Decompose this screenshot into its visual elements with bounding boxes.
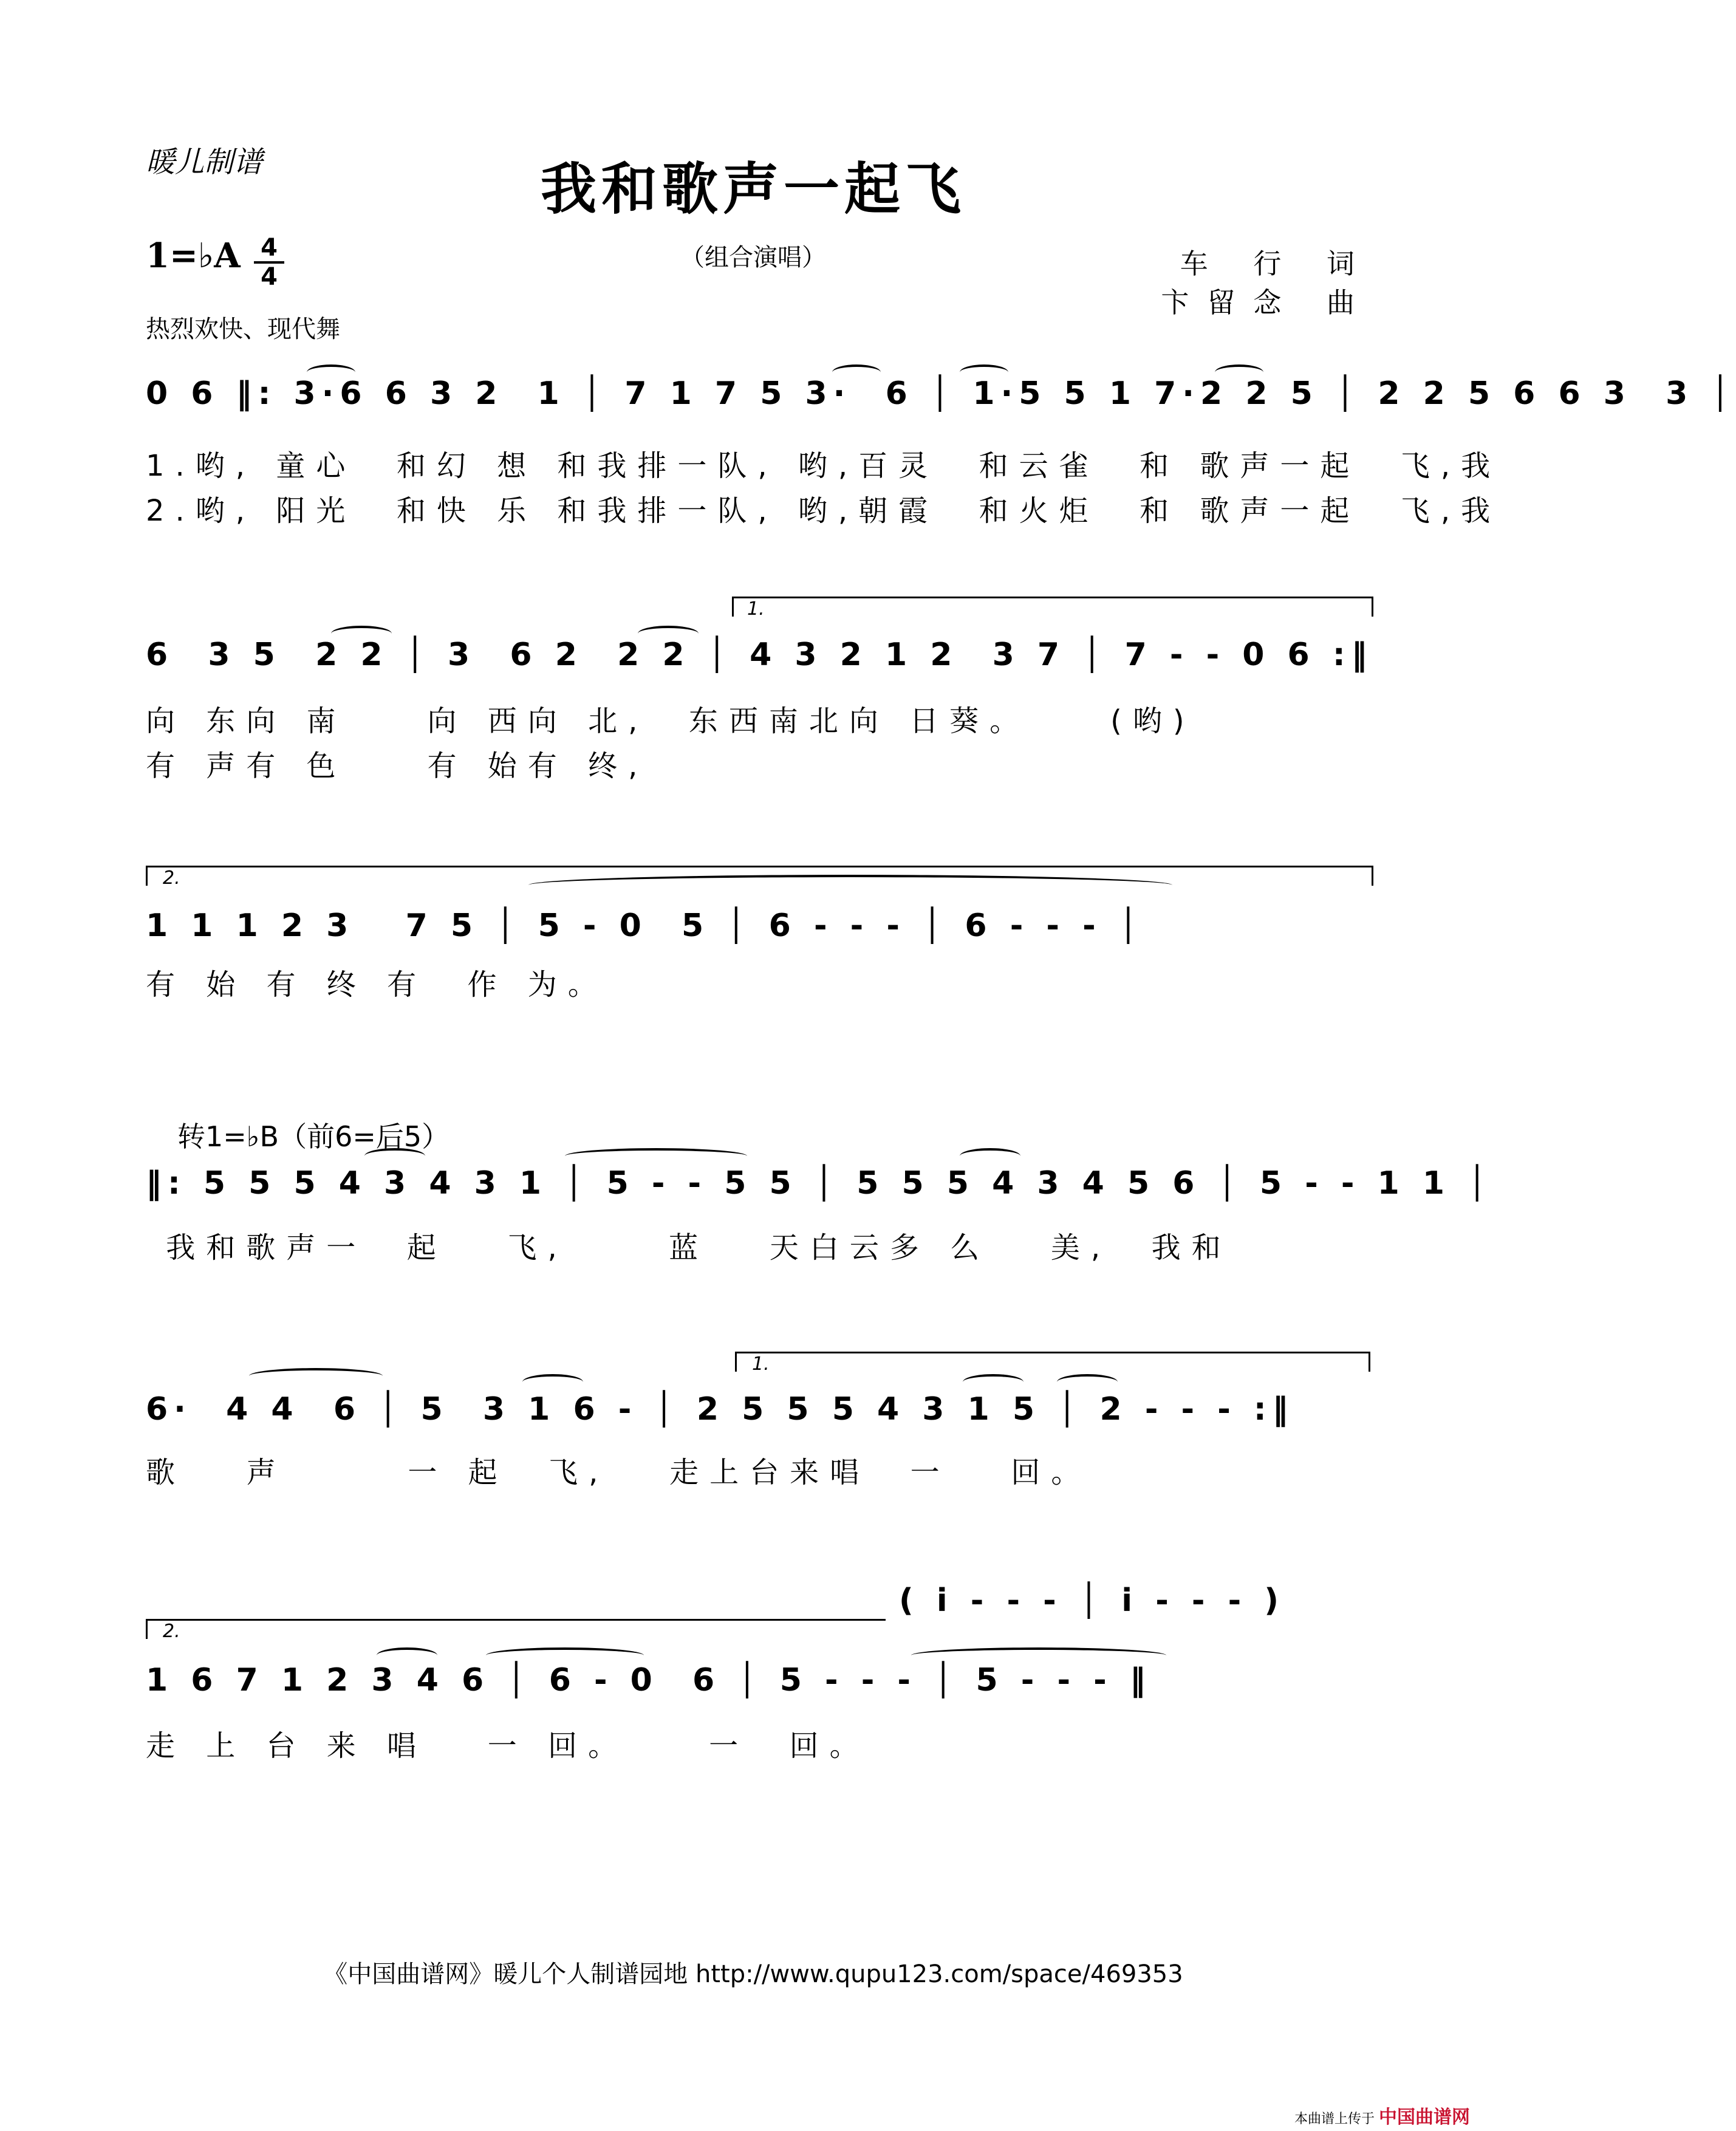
slur	[528, 875, 1172, 895]
slur	[960, 1148, 1020, 1164]
system-4-lyric: 我和歌声一 起 飞, 蓝 天白云多 么 美, 我和	[146, 1231, 1232, 1265]
tempo-marking: 热烈欢快、现代舞	[146, 315, 340, 343]
system-3-lyric: 有 始 有 终 有 作 为。	[146, 968, 608, 1002]
system-2-lyric-verse1: 向 东向 南 向 西向 北, 东西南北向 日葵。 (哟)	[146, 704, 1195, 738]
footer-source: 《中国曲谱网》暖儿个人制谱园地 http://www.qupu123.com/space/469353	[323, 1960, 1183, 1988]
upload-credit-text: 本曲谱上传于	[1294, 2112, 1375, 2127]
volta-number: 1.	[752, 1353, 770, 1375]
slur	[377, 1647, 437, 1663]
key-signature: 1=♭A	[146, 236, 241, 276]
volta-bracket-1	[732, 597, 1373, 617]
subtitle: （组合演唱）	[680, 244, 826, 272]
time-signature	[254, 236, 284, 289]
system-5-notes: 6· 4 4 6 │ 5 3 1 6 - │ 2 5 5 5 4 3 1 5 │ 2 - - - :‖	[146, 1391, 1294, 1428]
slur	[249, 1368, 383, 1384]
system-1-notes: 0 6 ‖: 3·6 6 3 2 1 │ 7 1 7 5 3· 6 │ 1·5 5 1 7·2 2 5 │ 2 2 5 6 6 3 3 │	[146, 375, 1736, 412]
system-2-notes: 6 3 5 2 2 │ 3 6 2 2 2 │ 4 3 2 1 2 3 7 │ 7 - - 0 6 :‖	[146, 637, 1373, 673]
slur	[307, 364, 355, 380]
slur	[960, 364, 1008, 380]
time-sig-bottom: 4	[261, 263, 278, 291]
slur	[832, 364, 881, 380]
volta-number: 2.	[163, 1621, 180, 1642]
volta-number: 2.	[163, 867, 180, 889]
slur	[565, 1148, 747, 1164]
slur	[1215, 364, 1263, 380]
slur	[522, 1374, 583, 1390]
lyricist-credit: 车 行 词	[1180, 247, 1373, 280]
volta-number: 1.	[747, 598, 765, 620]
arranger-note: 暖儿制谱	[146, 145, 263, 179]
composer-credit: 卞留念 曲	[1161, 286, 1373, 319]
system-6-lyric: 走 上 台 来 唱 一 回。 一 回。	[146, 1729, 870, 1763]
system-6-upper-notes: ( i - - - │ i - - - )	[899, 1582, 1285, 1619]
page-title: 我和歌声一起飞	[540, 156, 966, 222]
system-4-notes: ‖: 5 5 5 4 3 4 3 1 │ 5 - - 5 5 │ 5 5 5 4 3 4 5 6 │ 5 - - 1 1 │	[146, 1165, 1493, 1202]
system-1-lyric-verse1: 1.哟, 童心 和幻 想 和我排一队, 哟,百灵 和云雀 和 歌声一起 飞,我	[146, 449, 1502, 483]
slur	[364, 1148, 425, 1164]
volta-bracket-1	[735, 1352, 1370, 1372]
system-1-lyric-verse2: 2.哟, 阳光 和快 乐 和我排一队, 哟,朝霞 和火炬 和 歌声一起 飞,我	[146, 494, 1502, 528]
key-change-marking: 转1=♭B（前6=后5）	[177, 1120, 450, 1153]
volta-bracket-2	[146, 1619, 886, 1639]
system-6-notes: 1 6 7 1 2 3 4 6 │ 6 - 0 6 │ 5 - - - │ 5 - - - ‖	[146, 1662, 1152, 1698]
slur	[911, 1647, 1166, 1663]
upload-credit	[1294, 2102, 1470, 2129]
slur	[963, 1374, 1023, 1390]
slur	[1057, 1374, 1118, 1390]
site-logo: 中国曲谱网	[1379, 2107, 1470, 2128]
system-5-lyric: 歌 声 一 起 飞, 走上台来唱 一 回。	[146, 1455, 1092, 1490]
system-3-notes: 1 1 1 2 3 7 5 │ 5 - 0 5 │ 6 - - - │ 6 - - - │	[146, 908, 1144, 944]
time-sig-top: 4	[261, 234, 278, 262]
slur	[486, 1647, 644, 1663]
system-2-lyric-verse2: 有 声有 色 有 始有 终,	[146, 749, 649, 783]
